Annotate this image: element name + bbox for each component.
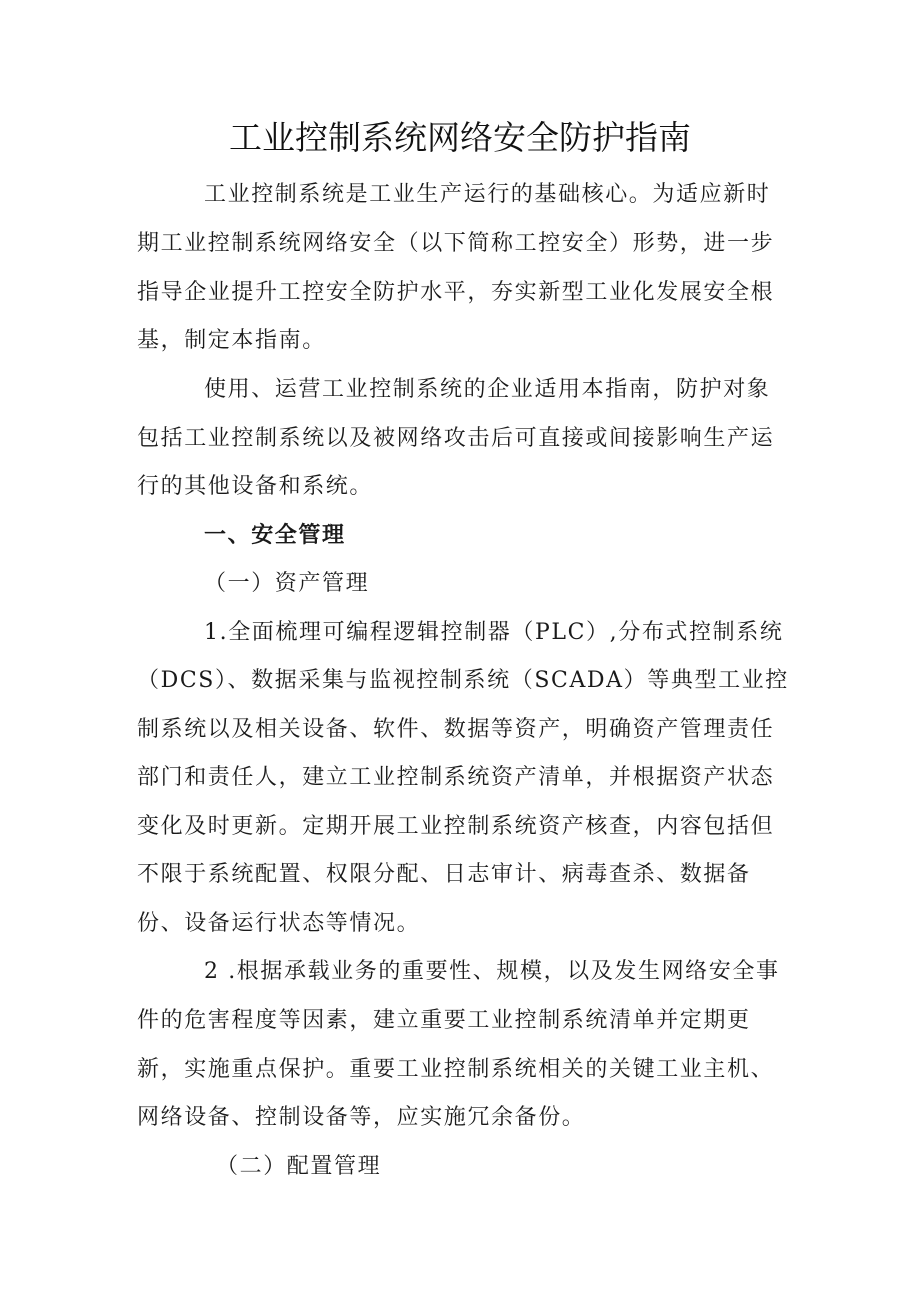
intro-paragraph-2-line-3: 行的其他设备和系统。 — [137, 474, 374, 499]
item-1-line-7: 份、设备运行状态等情况。 — [137, 911, 421, 936]
subsection-heading-configuration-management: （二）配置管理 — [216, 1154, 382, 1179]
item-1-line-4: 部门和责任人，建立工业控制系统资产清单，并根据资产状态 — [137, 765, 775, 790]
item-2-line-3: 新，实施重点保护。重要工业控制系统相关的关键工业主机、 — [137, 1057, 775, 1082]
item-1-line-3: 制系统以及相关设备、软件、数据等资产，明确资产管理责任 — [137, 717, 775, 742]
intro-paragraph-1-line-1: 工业控制系统是工业生产运行的基础核心。为适应新时 — [204, 182, 771, 207]
subsection-heading-asset-management: （一）资产管理 — [204, 571, 370, 596]
intro-paragraph-2-line-1: 使用、运营工业控制系统的企业适用本指南，防护对象 — [204, 377, 771, 402]
intro-paragraph-1-line-2: 期工业控制系统网络安全（以下简称工控安全）形势，进一步 — [137, 231, 775, 256]
item-2-line-1: 2 .根据承载业务的重要性、规模，以及发生网络安全事 — [204, 959, 780, 984]
intro-paragraph-2-line-2: 包括工业控制系统以及被网络攻击后可直接或间接影响生产运 — [137, 426, 775, 451]
section-heading-security-management: 一、安全管理 — [204, 523, 346, 548]
item-1-line-5: 变化及时更新。定期开展工业控制系统资产核查，内容包括但 — [137, 814, 775, 839]
intro-paragraph-1-line-3: 指导企业提升工控安全防护水平，夯实新型工业化发展安全根 — [137, 280, 775, 305]
item-1-line-6: 不限于系统配置、权限分配、日志审计、病毒查杀、数据备 — [137, 862, 751, 887]
item-2-line-4: 网络设备、控制设备等，应实施冗余备份。 — [137, 1105, 586, 1130]
item-2-line-2: 件的危害程度等因素，建立重要工业控制系统清单并定期更 — [137, 1008, 751, 1033]
item-1-line-1: 1.全面梳理可编程逻辑控制器（PLC）,分布式控制系统 — [204, 620, 784, 645]
item-1-line-2: （DCS）、数据采集与监视控制系统（SCADA）等典型工业控 — [137, 668, 789, 693]
intro-paragraph-1-line-4: 基，制定本指南。 — [137, 328, 326, 353]
document-title: 工业控制系统网络安全防护指南 — [229, 118, 691, 157]
